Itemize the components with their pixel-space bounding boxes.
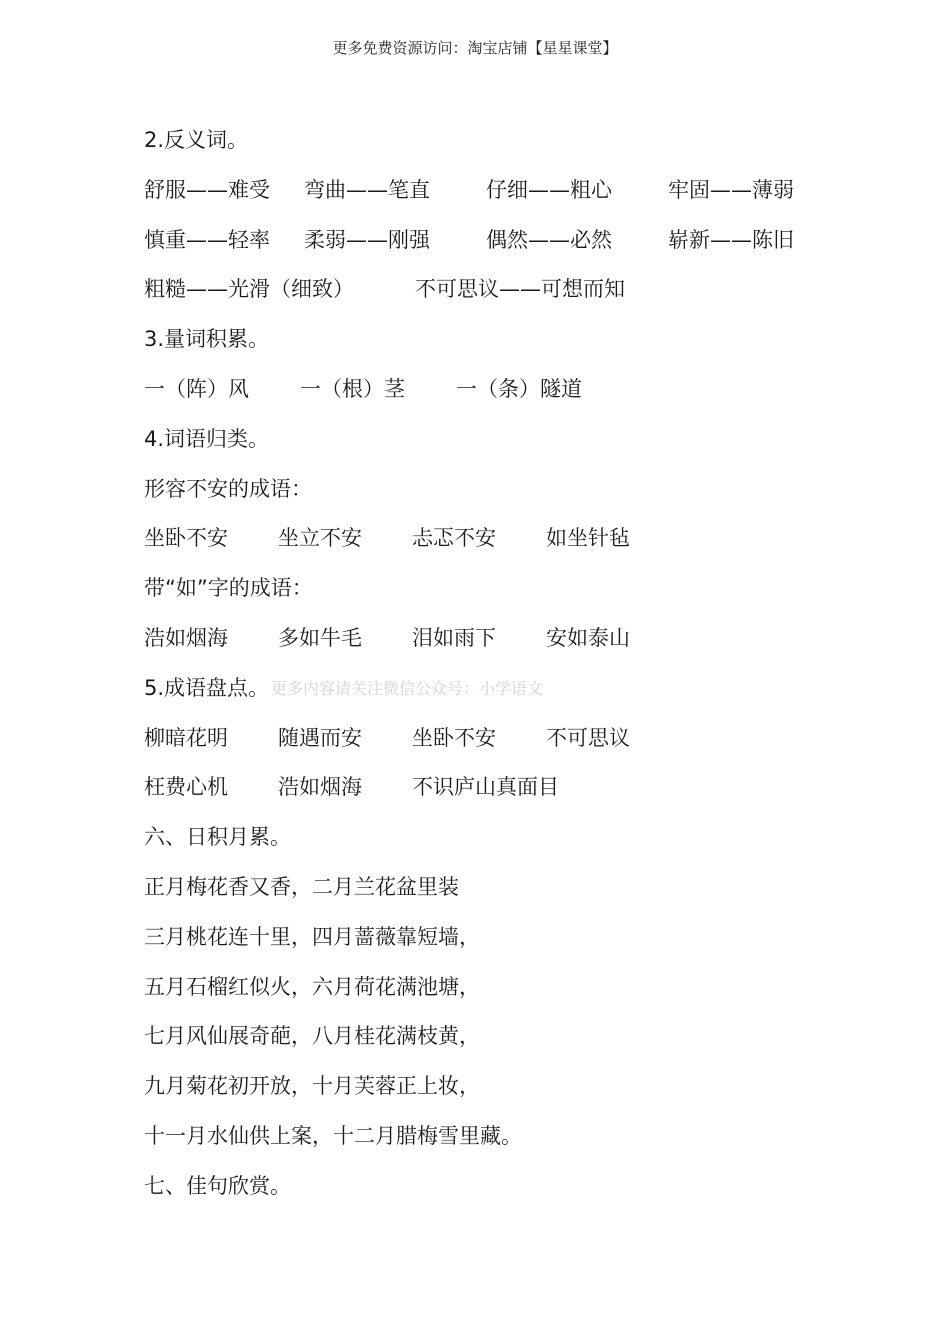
idiom-item: 不识庐山真面目: [412, 775, 559, 800]
section-title-text: 2.反义词。: [144, 128, 249, 152]
group-label-text: 带“如”字的成语：: [144, 576, 313, 601]
antonym-pair: 舒服——难受: [144, 177, 270, 202]
antonym-pair: 牢固——薄弱: [668, 177, 794, 202]
antonym-row: [144, 222, 864, 272]
idiom-item: 浩如烟海: [144, 625, 228, 650]
section-title-text: 七、佳句欣赏。: [144, 1173, 291, 1198]
measure-word-item: 一（阵）风: [144, 376, 249, 401]
idiom-item: 坐立不安: [278, 526, 362, 551]
antonym-row: [144, 271, 864, 321]
verse-text: 三月桃花连十里，四月蔷薇靠短墙，: [144, 924, 480, 949]
antonym-pair: 粗糙——光滑（细致）: [144, 277, 354, 302]
verse-line: [144, 1068, 864, 1118]
idiom-item: 不可思议: [546, 725, 630, 750]
section-title-appreciation: [144, 1168, 864, 1218]
antonym-pair: 仔细——粗心: [486, 177, 612, 202]
section-title-text: 4.词语归类。: [144, 426, 270, 451]
antonym-pair: 弯曲——笔直: [304, 177, 430, 202]
section-title-antonyms: [144, 122, 864, 172]
idiom-item: 泪如雨下: [412, 625, 496, 650]
idiom-row: [144, 620, 864, 670]
antonym-pair: 慎重——轻率: [144, 227, 270, 252]
idiom-item: 随遇而安: [278, 725, 362, 750]
section-title-measure-words: [144, 321, 864, 371]
antonym-row: [144, 172, 864, 222]
verse-text: 七月风仙展奇葩，八月桂花满枝黄，: [144, 1024, 480, 1049]
idiom-item: 如坐针毡: [546, 526, 630, 551]
idiom-item: 忐忑不安: [412, 526, 496, 551]
group-label-text: 形容不安的成语：: [144, 476, 312, 501]
section-title-accumulate: [144, 819, 864, 869]
verse-text: 正月梅花香又香，二月兰花盆里装: [144, 874, 459, 899]
idiom-row: [144, 720, 864, 770]
verse-line: [144, 1118, 864, 1168]
verse-text: 十一月水仙供上案，十二月腊梅雪里藏。: [144, 1123, 522, 1148]
group-label: [144, 570, 864, 620]
idiom-item: 安如泰山: [546, 625, 630, 650]
group-label: [144, 471, 864, 521]
verse-text: 九月菊花初开放，十月芙蓉正上妆，: [144, 1074, 480, 1099]
idiom-item: 枉费心机: [144, 775, 228, 800]
measure-word-item: 一（条）隧道: [456, 376, 582, 401]
page-header: 更多免费资源访问：淘宝店铺【星星课堂】: [332, 39, 618, 57]
section-title-text: 5.成语盘点。: [144, 675, 270, 700]
idiom-item: 柳暗花明: [144, 725, 228, 750]
idiom-item: 坐卧不安: [144, 526, 228, 551]
section-title-text: 3.量词积累。: [144, 327, 270, 352]
idiom-row: [144, 769, 864, 819]
antonym-pair: 不可思议——可想而知: [415, 277, 625, 302]
idiom-row: [144, 520, 864, 570]
antonym-pair: 柔弱——刚强: [304, 227, 430, 252]
measure-word-row: [144, 371, 864, 421]
idiom-item: 多如牛毛: [278, 625, 362, 650]
section-title-text: 六、日积月累。: [144, 825, 291, 850]
verse-line: [144, 969, 864, 1019]
antonym-pair: 偶然——必然: [486, 227, 612, 252]
watermark-text: 更多内容请关注微信公众号：小学语文: [271, 678, 544, 698]
antonym-pair: 崭新——陈旧: [668, 227, 794, 252]
measure-word-item: 一（根）茎: [300, 376, 405, 401]
idiom-item: 浩如烟海: [278, 775, 362, 800]
verse-text: 五月石榴红似火，六月荷花满池塘，: [144, 974, 480, 999]
idiom-item: 坐卧不安: [412, 725, 496, 750]
section-title-classify: [144, 421, 864, 471]
verse-line: [144, 919, 864, 969]
verse-line: [144, 869, 864, 919]
document-body: [144, 122, 864, 1218]
section-title-idioms: [144, 670, 864, 720]
verse-line: [144, 1018, 864, 1068]
